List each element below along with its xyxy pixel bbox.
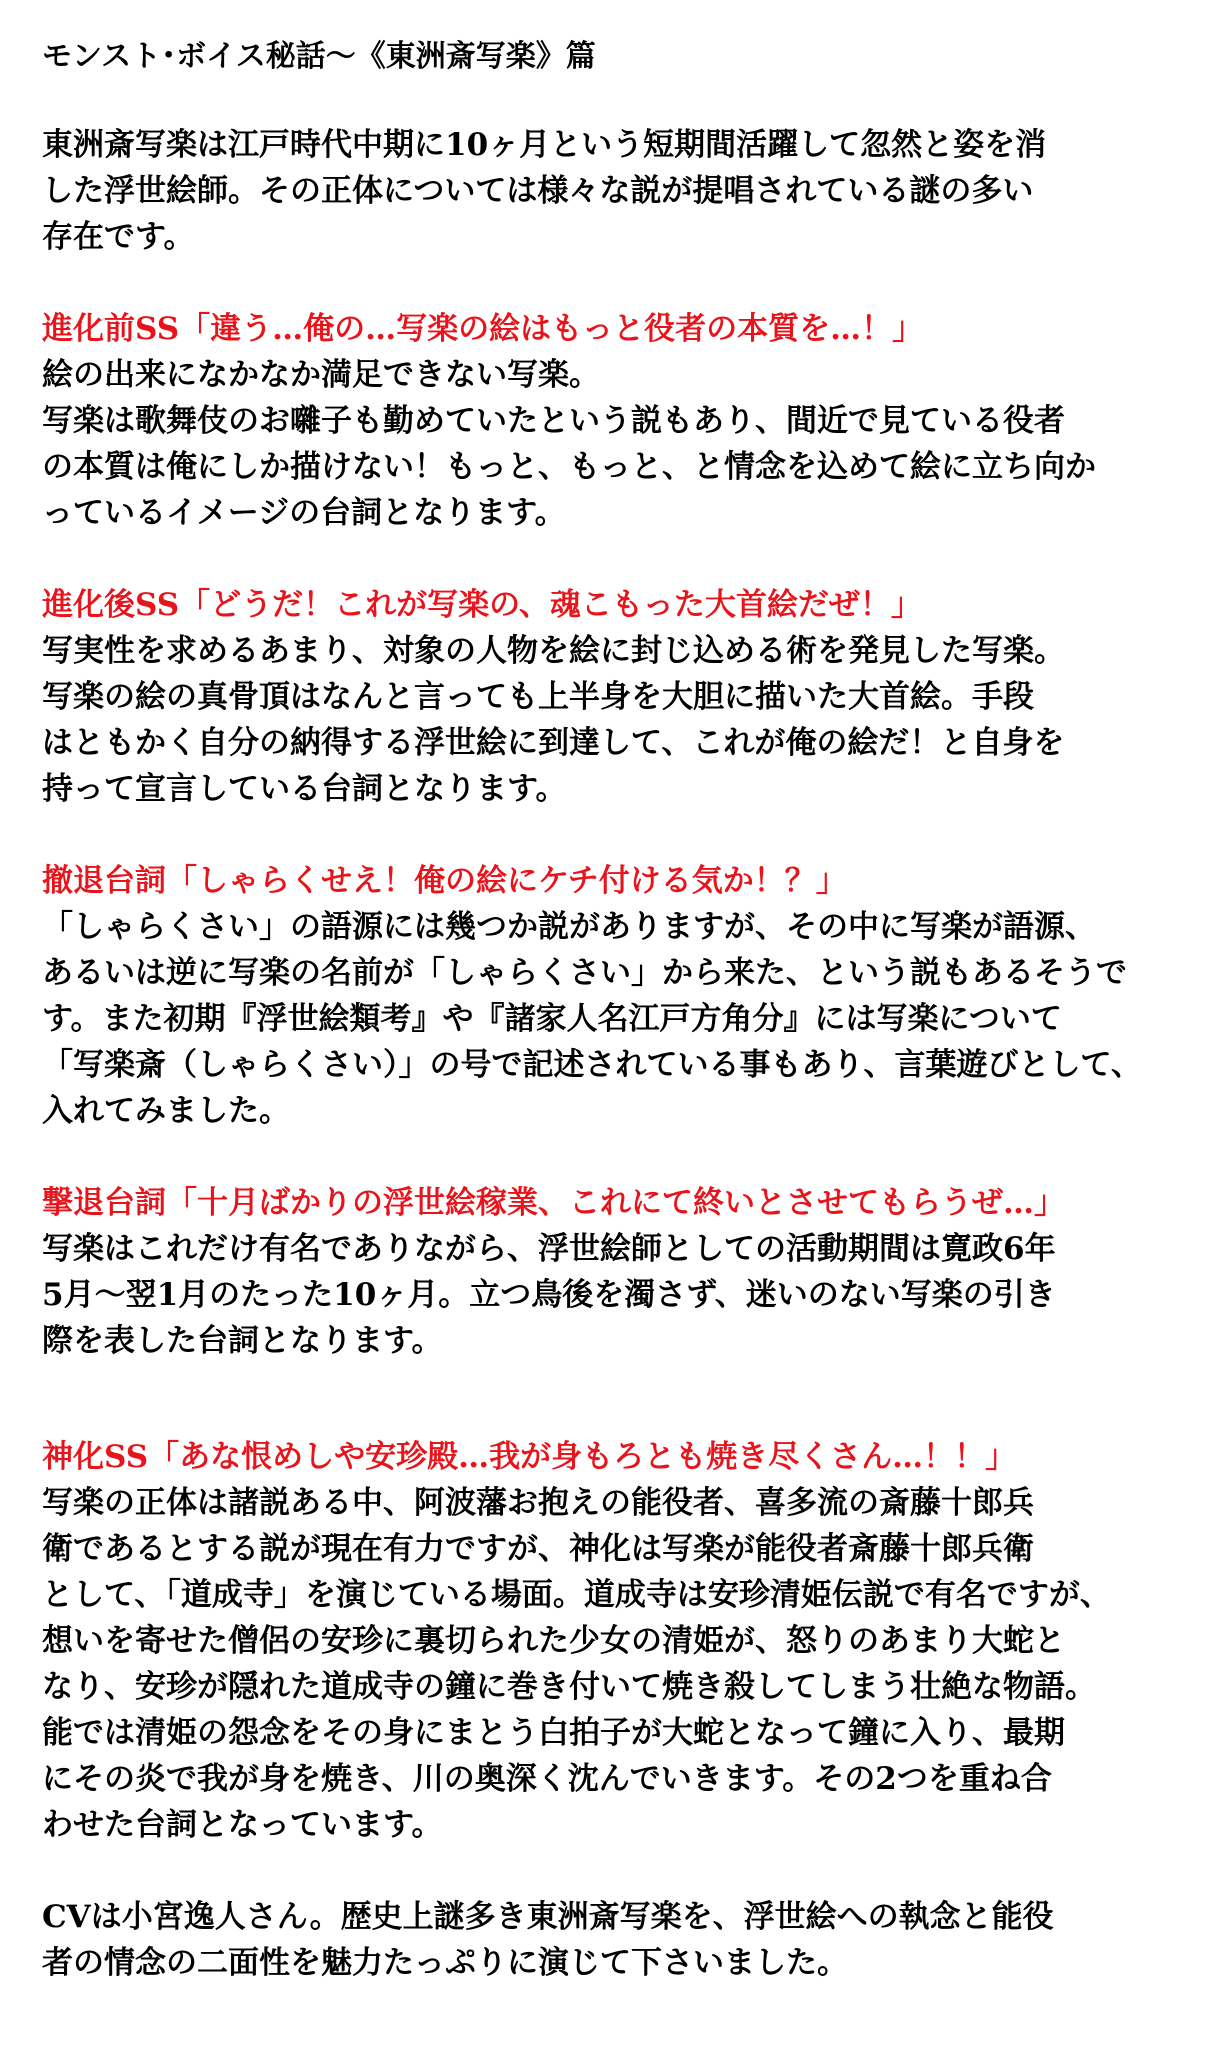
section-retreat-line [42, 858, 1182, 1134]
section-defeat-line [42, 1180, 1182, 1364]
section-pre-evolution-ss [42, 306, 1182, 536]
closing-section [42, 1894, 1182, 1986]
section-body: 絵の出来になかなか満足できない写楽。 写楽は歌舞伎のお囃子も勤めていたという説もあり、間近で見ている役者 の本質は俺にしか描けない！もっと、もっと、と情念を込めて絵に立ち向か っているイメージの台詞となります。 [42, 357, 1096, 531]
section-shinka-ss [42, 1434, 1182, 1848]
intro-paragraph: 東洲斎写楽は江戸時代中期に10ヶ月という短期間活躍して忽然と姿を消 した浮世絵師。その正体については様々な説が提唱されている謎の多い 存在です。 [42, 127, 1047, 255]
section-heading: 撃退台詞「十月ばかりの浮世絵稼業、これにて終いとさせてもらうぜ…」 [42, 1185, 1065, 1221]
section-heading: 進化後SS「どうだ！これが写楽の、魂こもった大首絵だぜ！」 [42, 587, 922, 623]
section-body: 「しゃらくさい」の語源には幾つか説がありますが、その中に写楽が語源、 あるいは逆に写楽の名前が「しゃらくさい」から来た、という説もあるそうで す。また初期『浮世絵類考』や『諸家人名江戸方角分』には写楽について 「写楽斎（しゃらくさい）」の号で記述されている事もあり、言葉遊びとして、 入れてみました。 [42, 909, 1142, 1129]
section-body: 写実性を求めるあまり、対象の人物を絵に封じ込める術を発見した写楽。 写楽の絵の真骨頂はなんと言っても上半身を大胆に描いた大首絵。手段 はともかく自分の納得する浮世絵に到達して、これが俺の絵だ！と自身を 持って宣言している台詞となります。 [42, 633, 1065, 807]
section-body: 写楽の正体は諸説ある中、阿波藩お抱えの能役者、喜多流の斎藤十郎兵 衛であるとする説が現在有力ですが、神化は写楽が能役者斎藤十郎兵衛 として、「道成寺」を演じている場面。道成寺は安珍清姫伝説で有名ですが、 想いを寄せた僧侶の安珍に裏切られた少女の清姫が、怒りのあまり大蛇と なり、安珍が隠れた道成寺の鐘に巻き付いて焼き殺してしまう壮絶な物語。 能では清姫の怨念をその身にまとう白拍子が大蛇となって鐘に入り、最期 にその炎で我が身を焼き、川の奥深く沈んでいきます。その2つを重ね合 わせた台詞となっています。 [42, 1485, 1111, 1843]
page-title: モンスト･ボイス秘話～《東洲斎写楽》篇 [42, 39, 596, 74]
section-post-evolution-ss [42, 582, 1182, 812]
section-heading: 進化前SS「違う…俺の…写楽の絵はもっと役者の本質を…！」 [42, 311, 924, 347]
section-body: 写楽はこれだけ有名でありながら、浮世絵師としての活動期間は寛政6年 5月～翌1月のたった10ヶ月。立つ鳥後を濁さず、迷いのない写楽の引き 際を表した台詞となります。 [42, 1231, 1056, 1359]
document-page [42, 34, 1182, 2032]
section-heading: 神化SS「あな恨めしや安珍殿…我が身もろとも焼き尽くさん…！！」 [42, 1439, 1017, 1475]
closing-paragraph: CVは小宮逸人さん。歴史上謎多き東洲斎写楽を、浮世絵への執念と能役 者の情念の二面性を魅力たっぷりに演じて下さいました。 [42, 1899, 1054, 1981]
section-heading: 撤退台詞「しゃらくせえ！俺の絵にケチ付ける気か！？」 [42, 863, 847, 899]
intro-section [42, 122, 1182, 260]
